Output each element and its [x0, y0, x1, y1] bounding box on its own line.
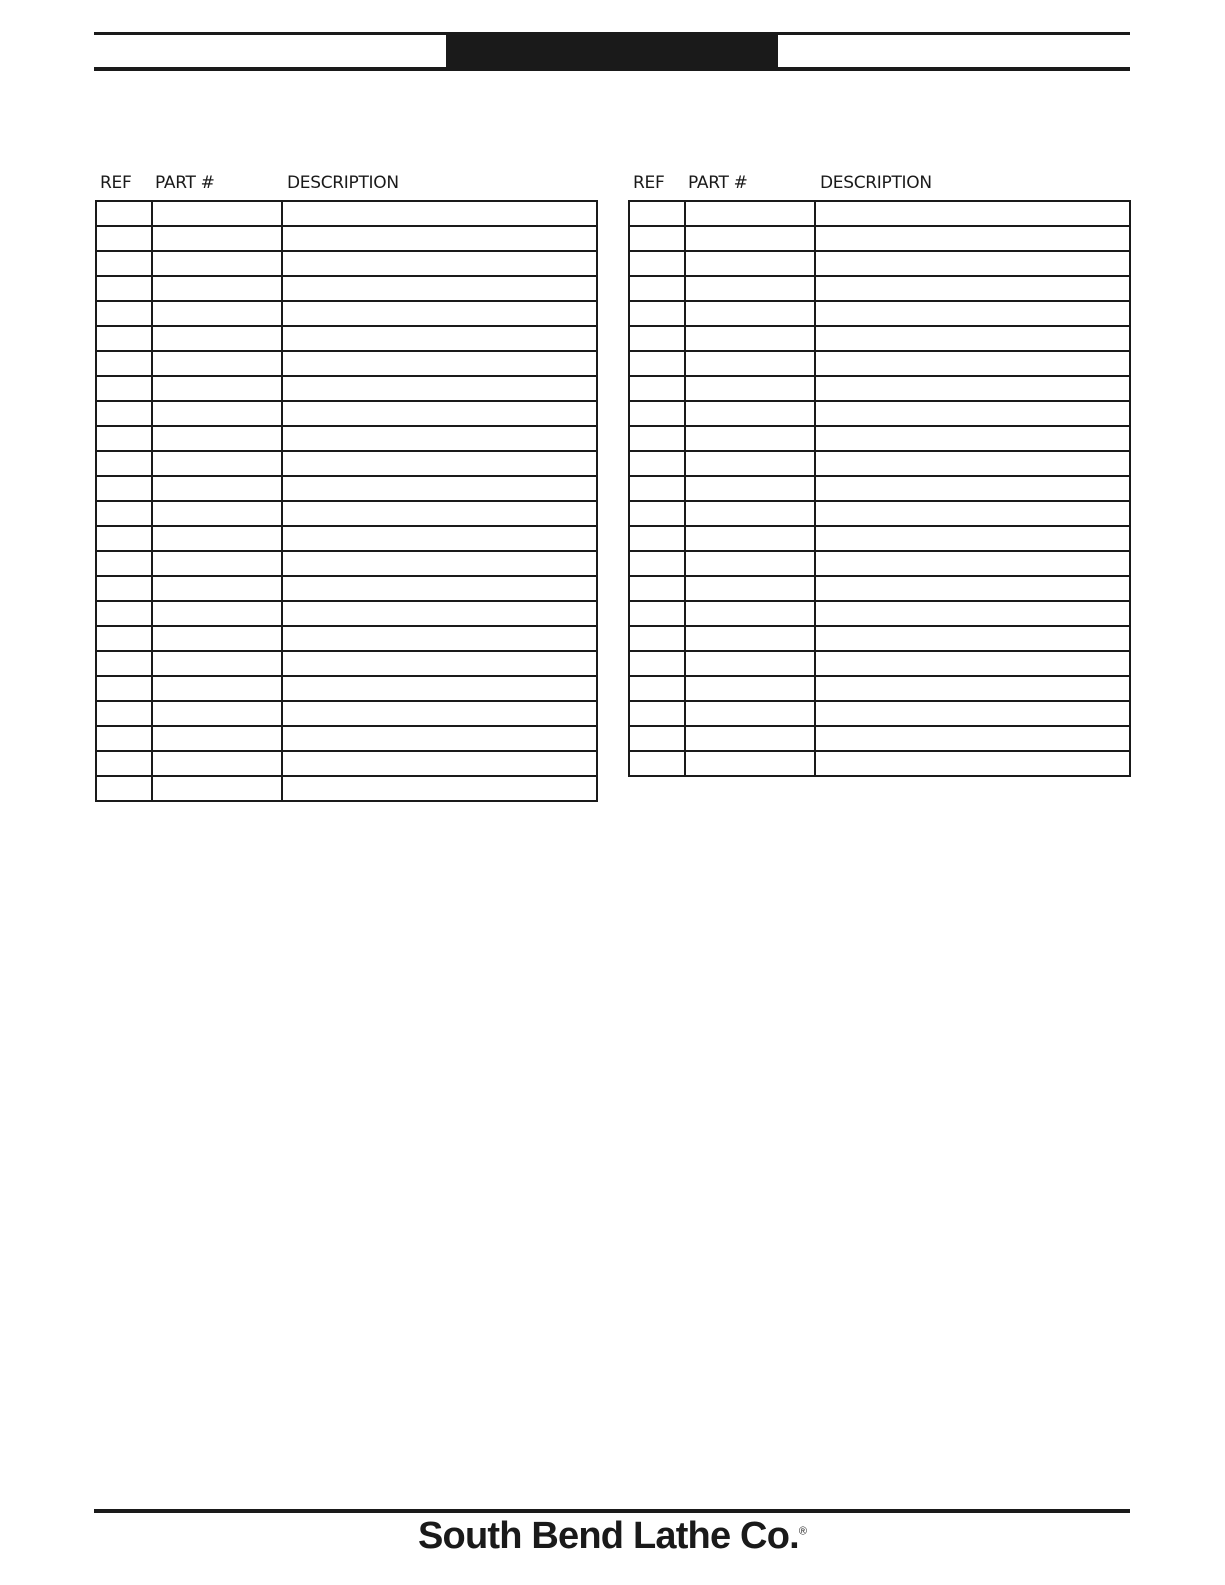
description-cell — [282, 676, 597, 701]
part-cell — [152, 476, 282, 501]
description-cell — [815, 426, 1130, 451]
part-cell — [685, 701, 815, 726]
part-cell — [152, 351, 282, 376]
table-row — [96, 726, 597, 751]
ref-cell — [629, 276, 685, 301]
description-cell — [815, 551, 1130, 576]
part-cell — [152, 301, 282, 326]
table-row — [629, 226, 1130, 251]
ref-cell — [96, 526, 152, 551]
description-cell — [815, 201, 1130, 226]
table-row — [629, 251, 1130, 276]
part-cell — [685, 276, 815, 301]
part-cell — [152, 226, 282, 251]
ref-cell — [629, 576, 685, 601]
part-cell — [685, 326, 815, 351]
left-description-heading: DESCRIPTION — [287, 173, 399, 193]
table-row — [629, 351, 1130, 376]
table-row — [629, 751, 1130, 776]
description-cell — [282, 701, 597, 726]
part-cell — [685, 726, 815, 751]
right-description-heading: DESCRIPTION — [820, 173, 932, 193]
ref-cell — [629, 601, 685, 626]
ref-cell — [96, 776, 152, 801]
description-cell — [815, 676, 1130, 701]
table-row — [629, 376, 1130, 401]
part-cell — [152, 501, 282, 526]
description-cell — [815, 626, 1130, 651]
table-row — [96, 526, 597, 551]
part-cell — [152, 201, 282, 226]
table-row — [96, 701, 597, 726]
description-cell — [815, 651, 1130, 676]
part-cell — [685, 676, 815, 701]
ref-cell — [96, 351, 152, 376]
part-cell — [152, 701, 282, 726]
description-cell — [282, 501, 597, 526]
part-cell — [152, 576, 282, 601]
table-row — [96, 776, 597, 801]
ref-cell — [96, 326, 152, 351]
table-row — [629, 576, 1130, 601]
description-cell — [282, 651, 597, 676]
part-cell — [152, 551, 282, 576]
part-cell — [152, 276, 282, 301]
ref-cell — [96, 451, 152, 476]
part-cell — [685, 401, 815, 426]
ref-cell — [96, 701, 152, 726]
table-row — [629, 326, 1130, 351]
ref-cell — [629, 476, 685, 501]
part-cell — [685, 651, 815, 676]
table-row — [96, 751, 597, 776]
part-cell — [152, 776, 282, 801]
ref-cell — [629, 426, 685, 451]
part-cell — [152, 376, 282, 401]
part-cell — [685, 601, 815, 626]
description-cell — [282, 476, 597, 501]
description-cell — [282, 751, 597, 776]
part-cell — [685, 451, 815, 476]
description-cell — [815, 451, 1130, 476]
part-cell — [152, 751, 282, 776]
description-cell — [815, 576, 1130, 601]
description-cell — [815, 251, 1130, 276]
table-row — [629, 426, 1130, 451]
part-cell — [685, 576, 815, 601]
description-cell — [815, 226, 1130, 251]
ref-cell — [96, 226, 152, 251]
part-cell — [685, 426, 815, 451]
description-cell — [282, 326, 597, 351]
ref-cell — [629, 526, 685, 551]
table-row — [96, 326, 597, 351]
table-row — [629, 676, 1130, 701]
description-cell — [282, 351, 597, 376]
ref-cell — [96, 651, 152, 676]
parts-table-left — [95, 200, 598, 802]
ref-cell — [96, 626, 152, 651]
table-row — [629, 651, 1130, 676]
description-cell — [815, 276, 1130, 301]
description-cell — [282, 376, 597, 401]
part-cell — [685, 476, 815, 501]
ref-cell — [96, 751, 152, 776]
ref-cell — [96, 726, 152, 751]
table-row — [96, 651, 597, 676]
table-row — [96, 501, 597, 526]
registered-mark: ® — [798, 1525, 807, 1538]
description-cell — [815, 701, 1130, 726]
ref-cell — [629, 551, 685, 576]
table-row — [96, 301, 597, 326]
part-cell — [152, 676, 282, 701]
right-ref-heading: REF — [633, 173, 665, 193]
table-row — [96, 426, 597, 451]
table-row — [629, 551, 1130, 576]
part-cell — [152, 601, 282, 626]
table-row — [96, 576, 597, 601]
ref-cell — [96, 601, 152, 626]
table-row — [96, 626, 597, 651]
part-cell — [152, 451, 282, 476]
description-cell — [815, 401, 1130, 426]
description-cell — [815, 476, 1130, 501]
description-cell — [282, 726, 597, 751]
description-cell — [282, 551, 597, 576]
ref-cell — [629, 401, 685, 426]
table-row — [629, 201, 1130, 226]
table-row — [96, 226, 597, 251]
part-cell — [152, 626, 282, 651]
part-cell — [152, 526, 282, 551]
ref-cell — [629, 351, 685, 376]
table-row — [96, 476, 597, 501]
footer-rule — [94, 1509, 1130, 1513]
ref-cell — [96, 426, 152, 451]
part-cell — [685, 501, 815, 526]
section-title-block — [446, 32, 778, 70]
part-cell — [685, 351, 815, 376]
table-row — [96, 676, 597, 701]
ref-cell — [629, 501, 685, 526]
part-cell — [685, 551, 815, 576]
part-cell — [685, 626, 815, 651]
description-cell — [282, 626, 597, 651]
part-cell — [685, 526, 815, 551]
ref-cell — [629, 726, 685, 751]
description-cell — [815, 376, 1130, 401]
table-row — [629, 276, 1130, 301]
table-row — [629, 501, 1130, 526]
description-cell — [815, 501, 1130, 526]
description-cell — [282, 201, 597, 226]
table-row — [629, 401, 1130, 426]
description-cell — [282, 301, 597, 326]
description-cell — [282, 226, 597, 251]
description-cell — [282, 451, 597, 476]
table-row — [96, 201, 597, 226]
ref-cell — [96, 401, 152, 426]
ref-cell — [96, 676, 152, 701]
ref-cell — [629, 701, 685, 726]
table-row — [96, 251, 597, 276]
ref-cell — [96, 476, 152, 501]
table-row — [629, 701, 1130, 726]
ref-cell — [96, 376, 152, 401]
description-cell — [282, 251, 597, 276]
ref-cell — [629, 451, 685, 476]
part-cell — [685, 376, 815, 401]
ref-cell — [96, 551, 152, 576]
part-cell — [685, 251, 815, 276]
table-row — [629, 301, 1130, 326]
ref-cell — [629, 651, 685, 676]
table-row — [96, 451, 597, 476]
description-cell — [815, 601, 1130, 626]
description-cell — [815, 726, 1130, 751]
description-cell — [282, 776, 597, 801]
table-row — [629, 726, 1130, 751]
table-row — [96, 376, 597, 401]
part-cell — [152, 426, 282, 451]
description-cell — [815, 351, 1130, 376]
table-row — [629, 601, 1130, 626]
ref-cell — [629, 326, 685, 351]
part-cell — [152, 251, 282, 276]
left-part-heading: PART # — [155, 173, 215, 193]
description-cell — [815, 301, 1130, 326]
part-cell — [152, 651, 282, 676]
table-row — [629, 626, 1130, 651]
ref-cell — [629, 751, 685, 776]
table-row — [96, 351, 597, 376]
part-cell — [685, 201, 815, 226]
description-cell — [282, 526, 597, 551]
description-cell — [282, 601, 597, 626]
table-row — [629, 451, 1130, 476]
ref-cell — [96, 576, 152, 601]
left-ref-heading: REF — [100, 173, 132, 193]
part-cell — [685, 751, 815, 776]
description-cell — [282, 426, 597, 451]
part-cell — [685, 301, 815, 326]
part-cell — [152, 326, 282, 351]
description-cell — [815, 326, 1130, 351]
ref-cell — [629, 676, 685, 701]
part-cell — [152, 401, 282, 426]
description-cell — [282, 401, 597, 426]
table-row — [96, 601, 597, 626]
brand-logo — [0, 1515, 1225, 1558]
description-cell — [282, 276, 597, 301]
brand-name: South Bend Lathe Co. — [418, 1515, 799, 1557]
ref-cell — [96, 276, 152, 301]
ref-cell — [629, 226, 685, 251]
table-row — [629, 526, 1130, 551]
ref-cell — [629, 201, 685, 226]
ref-cell — [629, 376, 685, 401]
parts-table-right — [628, 200, 1131, 777]
table-row — [96, 401, 597, 426]
ref-cell — [96, 501, 152, 526]
table-row — [96, 551, 597, 576]
ref-cell — [96, 251, 152, 276]
table-row — [96, 276, 597, 301]
ref-cell — [629, 626, 685, 651]
description-cell — [815, 751, 1130, 776]
right-part-heading: PART # — [688, 173, 748, 193]
part-cell — [152, 726, 282, 751]
ref-cell — [96, 301, 152, 326]
part-cell — [685, 226, 815, 251]
description-cell — [282, 576, 597, 601]
table-row — [629, 476, 1130, 501]
ref-cell — [629, 301, 685, 326]
ref-cell — [629, 251, 685, 276]
ref-cell — [96, 201, 152, 226]
description-cell — [815, 526, 1130, 551]
